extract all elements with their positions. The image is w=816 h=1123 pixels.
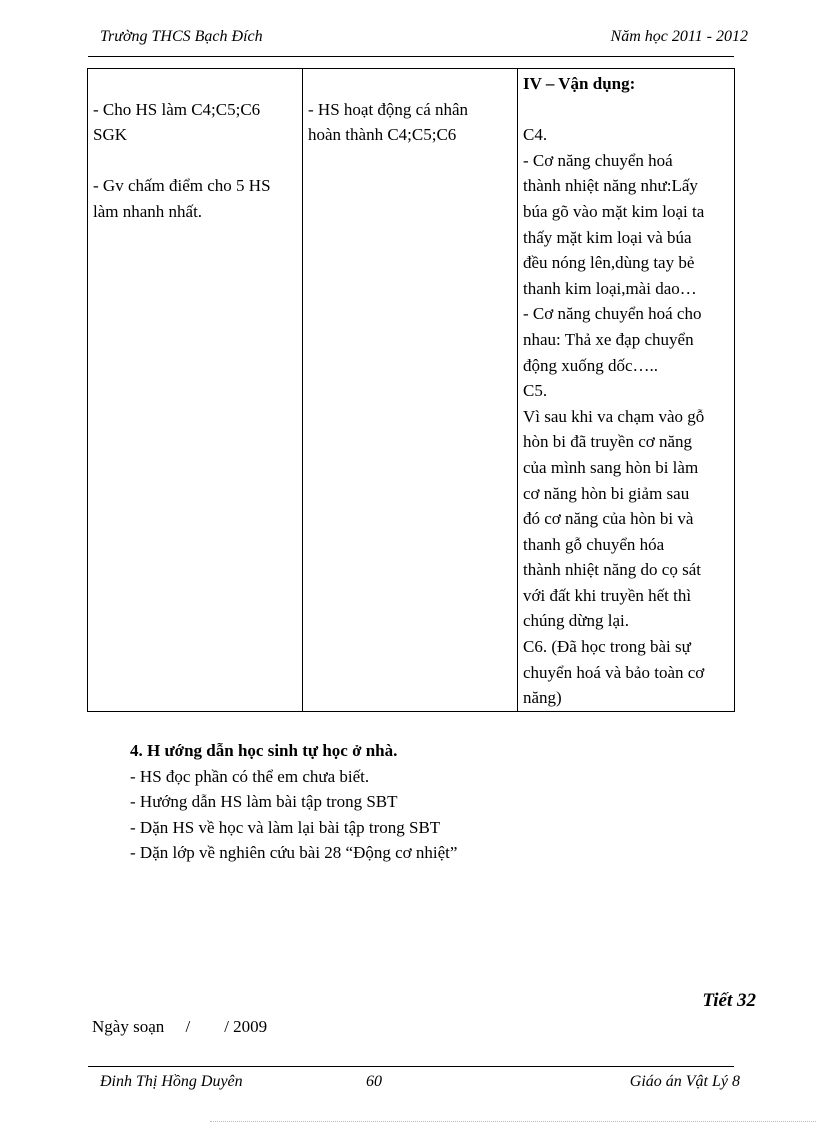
table-row <box>88 69 735 712</box>
header-school: Trường THCS Bạch Đích <box>100 28 263 45</box>
content-line: thanh kim loại,mài dao… <box>523 278 697 298</box>
student-activity-cell <box>303 69 518 712</box>
content-line: nhau: Thả xe đạp chuyển <box>523 329 694 349</box>
content-line: chuyển hoá và bảo toàn cơ <box>523 662 705 682</box>
teacher-line: - Gv chấm điểm cho 5 HS <box>93 176 271 196</box>
content-line: C6. (Đã học trong bài sự <box>523 637 691 657</box>
content-line: thành nhiệt năng do cọ sát <box>523 560 701 580</box>
content-line: chúng dừng lại. <box>523 611 630 631</box>
bottom-dotted-rule <box>210 1121 816 1122</box>
content-line: thành nhiệt năng như:Lấy <box>523 176 698 196</box>
footer-author: Đinh Thị Hồng Duyên <box>100 1073 243 1090</box>
teacher-activity-cell <box>88 69 303 712</box>
section-title: IV – Vận dụng: <box>523 74 636 93</box>
content-line: thấy mặt kim loại và búa <box>523 227 692 247</box>
guide-item: - Hướng dẫn HS làm bài tập trong SBT <box>130 792 398 811</box>
lesson-table <box>87 68 735 712</box>
content-line: của mình sang hòn bi làm <box>523 457 699 477</box>
preparation-date: Ngày soạn / / 2009 <box>92 1017 268 1036</box>
content-line: Vì sau khi va chạm vào gỗ <box>523 406 705 426</box>
content-line: thanh gỗ chuyển hóa <box>523 534 665 554</box>
teacher-line: - Cho HS làm C4;C5;C6 <box>93 99 261 119</box>
content-line: hòn bi đã truyền cơ năng <box>523 432 693 452</box>
footer-subject: Giáo án Vật Lý 8 <box>629 1073 740 1090</box>
page-number: 60 <box>366 1073 382 1090</box>
guide-item: - Dặn HS về học và làm lại bài tập trong SBT <box>130 817 441 837</box>
content-line: C5. <box>523 381 548 401</box>
guide-title: 4. H ướng dẫn học sinh tự học ở nhà. <box>130 741 398 760</box>
content-line: C4. <box>523 125 548 145</box>
content-line: cơ năng hòn bi giảm sau <box>523 483 690 503</box>
header-divider <box>88 56 734 57</box>
guide-item: - HS đọc phần có thể em chưa biết. <box>130 766 370 786</box>
content-cell <box>518 69 735 712</box>
home-study-guide <box>130 738 457 866</box>
footer-divider <box>88 1066 734 1067</box>
content-line: đó cơ năng của hòn bi và <box>523 509 694 529</box>
content-line: - Cơ năng chuyển hoá <box>523 150 673 170</box>
content-line: - Cơ năng chuyển hoá cho <box>523 304 702 324</box>
content-line: đều nóng lên,dùng tay bẻ <box>523 253 695 273</box>
student-line: hoàn thành C4;C5;C6 <box>308 125 457 145</box>
teacher-line: làm nhanh nhất. <box>93 201 203 221</box>
teacher-line: SGK <box>93 125 128 145</box>
lesson-number: Tiết 32 <box>702 990 756 1011</box>
header-school-year: Năm học 2011 - 2012 <box>610 28 748 45</box>
student-line: - HS hoạt động cá nhân <box>308 99 469 119</box>
guide-item: - Dặn lớp về nghiên cứu bài 28 “Động cơ nhiệt” <box>130 843 458 862</box>
content-line: động xuống dốc….. <box>523 355 659 375</box>
content-line: năng) <box>523 688 562 708</box>
content-line: búa gõ vào mặt kim loại ta <box>523 201 705 221</box>
content-line: với đất khi truyền hết thì <box>523 585 692 605</box>
